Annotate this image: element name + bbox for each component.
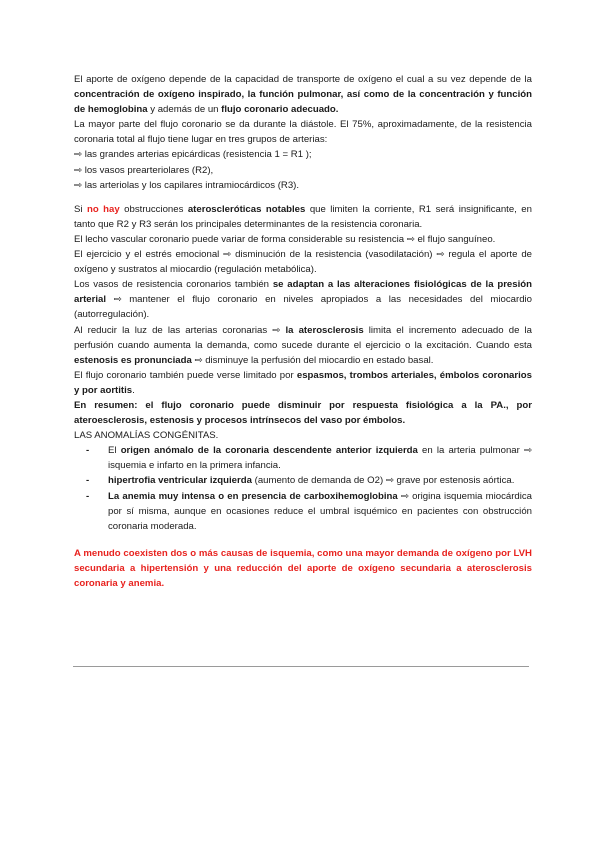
spacer [74, 193, 532, 202]
text: Al reducir la luz de las arterias coronarias ⇨ [74, 324, 286, 336]
bold-text: estenosis es pronunciada [74, 354, 192, 366]
section-heading-anomalies: LAS ANOMALÍAS CONGÉNITAS. [74, 430, 219, 442]
bold-text: la aterosclerosis [285, 324, 364, 336]
bold-text: flujo coronario adecuado. [221, 104, 339, 116]
text: (aumento de demanda de O2) ⇨ grave por estenosis aórtica. [251, 475, 515, 487]
artery-item-2: ⇨ los vasos prearteriolares (R2), [74, 164, 214, 176]
text: Los vasos de resistencia coronarios también [74, 279, 273, 291]
list-item [74, 489, 532, 534]
text: en la arteria pulmonar ⇨ isquemia e infarto en la primera infancia. [108, 445, 532, 472]
paragraph-oxygen-supply [74, 72, 532, 117]
text: El flujo coronario también puede verse limitado por [74, 369, 297, 381]
bullet-dash: - [86, 490, 90, 502]
text: y además de un [147, 104, 222, 116]
bold-text: origen anómalo de la coronaria descendente anterior izquierda [120, 445, 418, 457]
highlight-text: no hay [87, 203, 120, 215]
text: El aporte de oxígeno depende de la capacidad de transporte de oxígeno el cual a su vez depende de la [74, 74, 532, 85]
paragraph-resistance [74, 202, 532, 232]
text: que limiten la corriente, R1 será insignificante, en tanto que R2 y R3 serán los principales determinantes de la resistencia coronaria. [74, 203, 532, 230]
artery-item-3: ⇨ las arteriolas y los capilares intramiocárdicos (R3). [74, 179, 300, 191]
bullet-dash: - [86, 445, 90, 457]
text: ⇨ disminuye la perfusión del miocardio en estado basal. [191, 354, 434, 366]
text: El [108, 445, 121, 457]
paragraph-exercise: El ejercicio y el estrés emocional ⇨ disminución de la resistencia (vasodilatación) ⇨ regula el aporte de oxígeno y sustratos al miocardio (regulación metabólica). [74, 249, 532, 276]
paragraph-coronary-flow: La mayor parte del flujo coronario se da durante la diástole. El 75%, aproximadamente, de la resistencia coronaria total al flujo tiene lugar en tres grupos de arterias: [74, 119, 532, 146]
paragraph-closing-highlight: A menudo coexisten dos o más causas de isquemia, como una mayor demanda de oxígeno por LVH secundaria a hipertensión y una reducción del aporte de oxígeno secundaria a aterosclerosis coronaria y anemia. [74, 547, 532, 589]
text: Si [74, 203, 87, 215]
bold-text: En resumen: el flujo coronario puede disminuir por respuesta fisiológica a la PA., por ateroesclerosis, estenosis y procesos intrínsecos del vaso por émbolos. [74, 399, 532, 427]
bold-text: hipertrofia ventricular izquierda [108, 475, 252, 487]
text: . [132, 384, 135, 396]
horizontal-divider [73, 666, 529, 667]
list-item [74, 443, 532, 473]
document-page [74, 72, 532, 591]
paragraph-summary [74, 398, 532, 428]
bold-text: se adaptan a las alteraciones fisiológicas de la presión arterial [74, 279, 532, 306]
paragraph-vascular-bed: El lecho vascular coronario puede variar de forma considerable su resistencia ⇨ el flujo sanguíneo. [74, 233, 496, 245]
text: limita el incremento adecuado de la perfusión cuando aumenta la demanda, como sucede durante el ejercicio o la excitación. Cuando esta [74, 324, 532, 351]
bold-text: espasmos, trombos arteriales, émbolos coronarios y por aortitis [74, 369, 532, 396]
bullet-dash: - [86, 475, 90, 487]
list-item [74, 473, 532, 488]
bold-text: ateroscleróticas notables [187, 203, 306, 215]
paragraph-autoregulation [74, 277, 532, 322]
bold-text: La anemia muy intensa o en presencia de carboxihemoglobina [108, 490, 398, 502]
text: ⇨ mantener el flujo coronario en niveles apropiados a las necesidades del miocardio (autorregulación). [74, 294, 532, 321]
paragraph-spasms [74, 368, 532, 398]
bold-text: concentración de oxígeno inspirado, la función pulmonar, así como de la concentración y función de hemoglobina [74, 89, 532, 116]
text: ⇨ origina isquemia miocárdica por sí misma, aunque en ocasiones reduce el umbral isquémico en pacientes con obstrucción coronaria moderada. [108, 490, 532, 532]
anomalies-list [74, 443, 532, 534]
artery-item-1: ⇨ las grandes arterias epicárdicas (resistencia 1 = R1 ); [74, 149, 312, 161]
text: obstrucciones [119, 203, 188, 215]
paragraph-atherosclerosis [74, 323, 532, 368]
